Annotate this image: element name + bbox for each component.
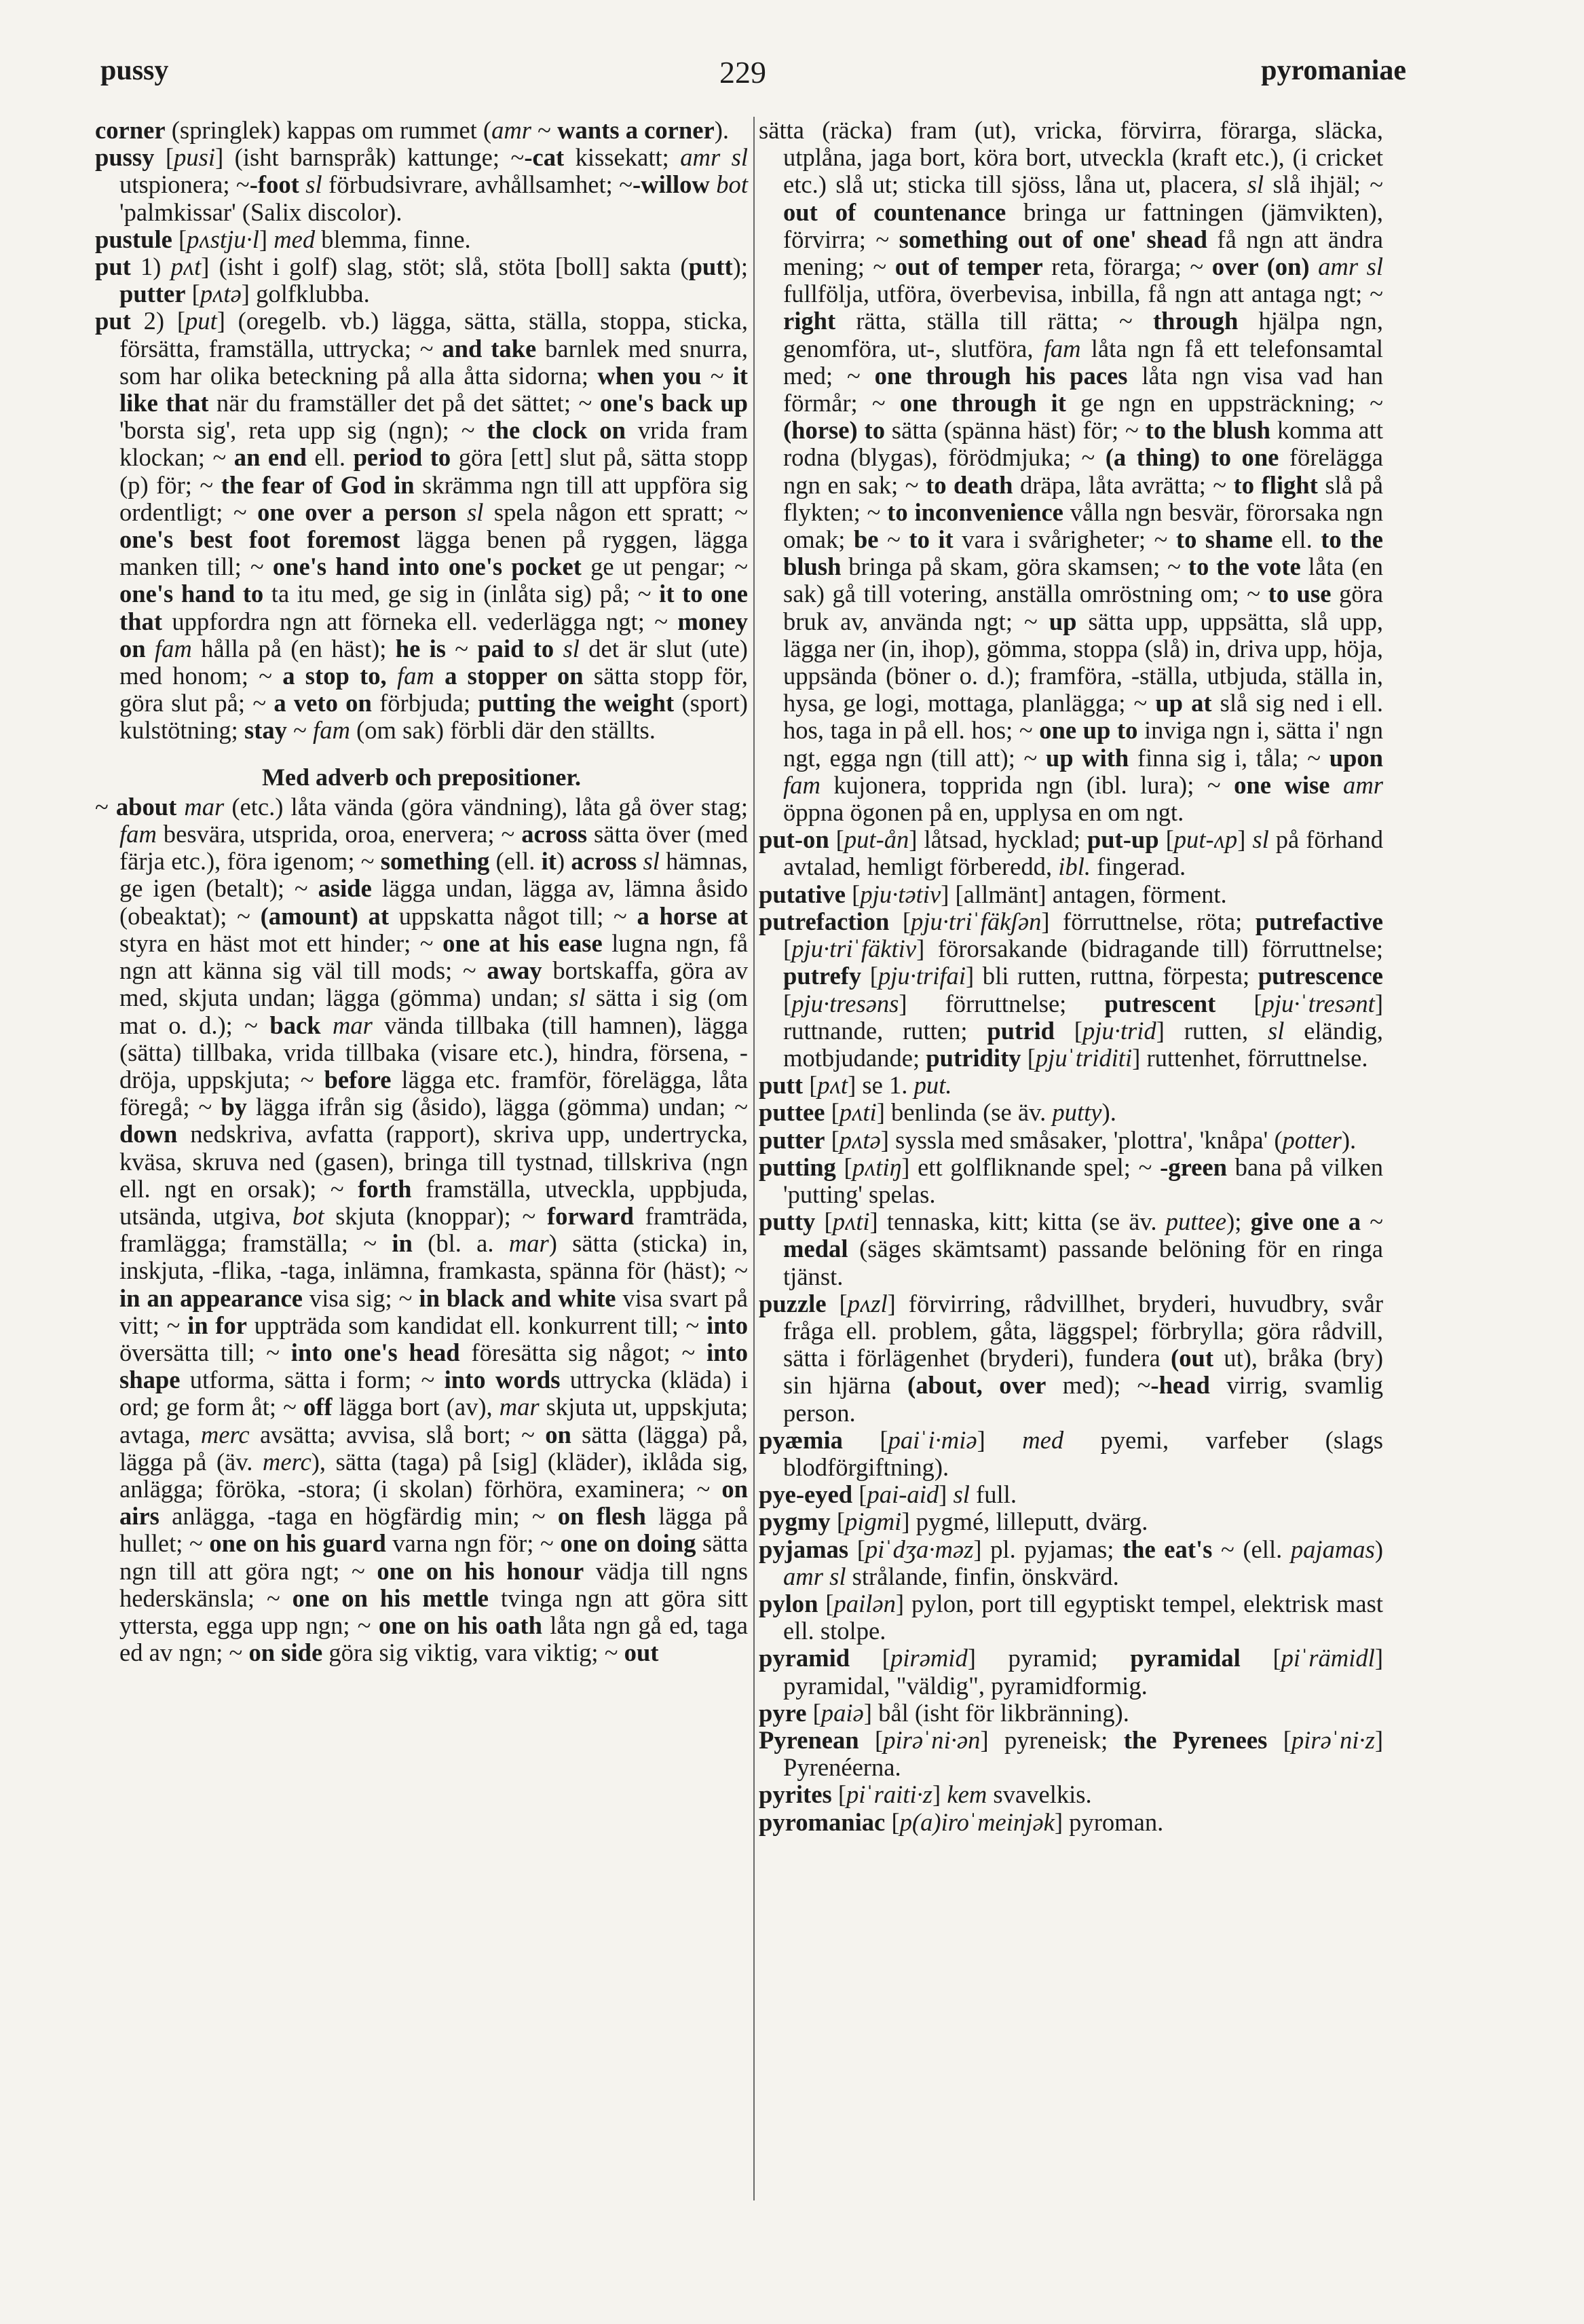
dictionary-entry: put 1) pʌt] (isht i golf) slag, stöt; slå, stöta [boll] sakta (putt); putter [pʌtə] golfklubba. — [95, 252, 748, 308]
running-head-left: pussy — [100, 55, 169, 86]
left-entries-continued — [95, 793, 748, 1667]
column-divider — [753, 117, 755, 2200]
dictionary-entry: pyjamas [piˈdʒa·məz] pl. pyjamas; the eat's ~ (ell. pajamas) amr sl strålande, finfin, önskvärd. — [759, 1535, 1383, 1590]
dictionary-entry: sätta (räcka) fram (ut), vricka, förvirra, förarga, släcka, utplåna, jaga bort, köra bort, utveckla (kraft etc.), (i cricket etc.) slå ut; sticka till sjöss, låna ut, placera, sl slå ihjäl; ~ out of countenance bringa ur fattningen (jämvikten), förvirra; ~ something out of one' shead få ngn att ändra mening; ~ out of temper reta, förarga; ~ over (on) amr sl fullfölja, utföra, överbevisa, inbilla, få ngn att antaga ngt; ~ right rätta, ställa till rätta; ~ through hjälpa ngn, genomföra, ut-, slutföra, fam låta ngn få ett telefonsamtal med; ~ one through his paces låta ngn visa vad han förmår; ~ one through it ge ngn en uppsträckning; ~ (horse) to sätta (spänna häst) för; ~ to the blush komma att rodna (blygas), förödmjuka; ~ (a thing) to one förelägga ngn en sak; ~ to death dräpa, låta avrätta; ~ to flight slå på flykten; ~ to inconvenience vålla ngn besvär, förorsaka ngn omak; be ~ to it vara i svårigheter; ~ to shame ell. to the blush bringa på skam, göra skamsen; ~ to the vote låta (en sak) gå till votering, anställa omröstning om; ~ to use göra bruk av, använda ngt; ~ up sätta upp, uppsätta, slå upp, lägga ner (in, ihop), gömma, stoppa (slå) in, driva upp, höja, uppsända (böner o. d.); framföra, -ställa, utbjuda, ställa in, hysa, ge logi, mottaga, planlägga; ~ up at slå sig ned i ell. hos, taga in på ell. hos; ~ one up to inviga ngn i, sätta i' ngn ngt, egga ngn (till att); ~ up with finna sig i, tåla; ~ upon fam kujonera, topprida ngn (ibl. lura); ~ one wise amr öppna ögonen på en, upplysa en om ngt. — [759, 116, 1384, 827]
dictionary-entry: putty [pʌti] tennaska, kitt; kitta (se äv. puttee); give one a ~ medal (säges skämtsamt) passande belöning för en ringa tjänst. — [759, 1207, 1383, 1290]
dictionary-entry: ~ about mar (etc.) låta vända (göra vändning), låta gå över stag; fam besvära, utsprida, oroa, enervera; ~ across sätta över (med färja etc.), föra igenom; ~ something (ell. it) across sl hämnas, ge igen (betalt); ~ aside lägga undan, lägga av, lämna åsido (obeaktat); ~ (amount) at uppskatta något till; ~ a horse at styra en häst mot ett hinder; ~ one at his ease lugna ngn, få ngn att känna sig väl till mods; ~ away bortskaffa, göra av med, skjuta undan; lägga (gömma) undan; sl sätta i sig (om mat o. d.); ~ back mar vända tillbaka (till hamnen), lägga (sätta) tillbaka, vrida tillbaka (visare etc.), hindra, försena, -dröja, uppskjuta; ~ before lägga etc. framför, förelägga, låta föregå; ~ by lägga ifrån sig (åsido), lägga (gömma) undan; ~ down nedskriva, avfatta (rapport), skriva upp, undertrycka, kväsa, skruva ned (gasen), bringa till tystnad, tillskriva (ngn ell. ngt en orsak); ~ forth framställa, utveckla, uppbjuda, utsända, utgiva, bot skjuta (knoppar); ~ forward framträda, framlägga; framställa; ~ in (bl. a. mar) sätta (sticka) in, inskjuta, -flika, -taga, inlämna, framkasta, spänna för (häst); ~ in an appearance visa sig; ~ in black and white visa svart på vitt; ~ in for uppträda som kandidat ell. konkurrent till; ~ into översätta till; ~ into one's head föresätta sig något; ~ into shape utforma, sätta i form; ~ into words uttrycka (kläda) i ord; ge form åt; ~ off lägga bort (av), mar skjuta ut, uppskjuta; avtaga, merc avsätta; avvisa, slå bort; ~ on sätta (lägga) på, lägga på (äv. merc), sätta (taga) på [sig] (kläder), iklåda sig, anlägga; föröka, -stora; (i skolan) förhöra, examinera; ~ on airs anlägga, -taga en högfärdig min; ~ on flesh lägga på hullet; ~ one on his guard varna ngn för; ~ one on doing sätta ngn till att göra ngt; ~ one on his honour vädja till ngns hederskänsla; ~ one on his mettle tvinga ngn att göra sitt yttersta, egga upp ngn; ~ one on his oath låta ngn gå ed, taga ed av ngn; ~ on side göra sig viktig, vara viktig; ~ out — [95, 792, 749, 1667]
page-number: 229 — [719, 55, 766, 90]
dictionary-entry: putrefaction [pju·triˈfäkʃən] förruttnelse, röta; putrefactive [pju·triˈfäktiv] förorsakande (bidragande till) förruttnelse; putrefy [pju·trifai] bli rutten, ruttna, förpesta; putrescence [pju·tresəns] förruttnelse; putrescent [pju·ˈtresənt] ruttnande, rutten; putrid [pju·trid] rutten, sl eländig, motbjudande; putridity [pjuˈtriditi] ruttenhet, förruttnelse. — [759, 907, 1384, 1072]
dictionary-entry: pussy [pusi] (isht barnspråk) kattunge; ~-cat kissekatt; amr sl utspionera; ~-foot sl förbudsivrare, avhållsamhet; ~-willow bot 'palmkissar' (Salix discolor). — [95, 143, 749, 226]
dictionary-entry: pustule [pʌstju·l] med blemma, finne. — [95, 225, 471, 253]
dictionary-entry: putting [pʌtiŋ] ett golfliknande spel; ~ -green bana på vilken 'putting' spelas. — [759, 1152, 1384, 1208]
dictionary-entry: pylon [pailən] pylon, port till egyptiskt tempel, elektrisk mast ell. stolpe. — [759, 1589, 1383, 1645]
dictionary-entry: corner (springlek) kappas om rummet (amr ~ wants a corner). — [95, 116, 730, 144]
right-column — [759, 117, 1383, 1836]
dictionary-entry: puzzle [pʌzl] förvirring, rådvillhet, bryderi, huvudbry, svår fråga ell. problem, gåta, läggspel; förbrylla; göra rådvill, sätta i förlägenhet (bryderi), fundera (out ut), bråka (bry) sin hjärna (about, over med); ~-head virrig, svamlig person. — [759, 1289, 1384, 1427]
dictionary-entry: pyrites [piˈraiti·z] kem svavelkis. — [759, 1780, 1092, 1809]
dictionary-entry: putt [pʌt] se 1. put. — [759, 1071, 952, 1100]
running-head-right: pyromaniae — [1261, 55, 1406, 86]
dictionary-entry: pyromaniac [p(a)iroˈmeinjək] pyroman. — [759, 1807, 1164, 1836]
dictionary-entry: Pyrenean [pirəˈni·ən] pyreneisk; the Pyrenees [pirəˈni·z] Pyrenéerna. — [759, 1725, 1383, 1782]
dictionary-entry: pyæmia [paiˈi·miə] med pyemi, varfeber (slags blodförgiftning). — [759, 1425, 1384, 1481]
right-entries — [759, 117, 1383, 1836]
dictionary-entry: putative [pju·tətiv] [allmänt] antagen, förment. — [759, 880, 1227, 908]
left-column — [95, 117, 748, 1666]
dictionary-entry: pye-eyed [pai-aid] sl full. — [759, 1480, 1017, 1509]
dictionary-entry: putter [pʌtə] syssla med småsaker, 'plottra', 'knåpa' (potter). — [759, 1125, 1357, 1154]
dictionary-entry: put 2) [put] (oregelb. vb.) lägga, sätta, ställa, stoppa, sticka, försätta, framställa, uttrycka; ~ and take barnlek med snurra, som har olika beteckning på alla åtta sidorna; when you ~ it like that när du framställer det på det sättet; ~ one's back up 'borsta sig', reta upp sig (ngn); ~ the clock on vrida fram klockan; ~ an end ell. period to göra [ett] slut på, sätta stopp (p) för; ~ the fear of God in skrämma ngn till att uppföra sig ordentligt; ~ one over a person sl spela någon ett spratt; ~ one's best foot foremost lägga benen på ryggen, lägga manken till; ~ one's hand into one's pocket ge ut pengar; ~ one's hand to ta itu med, ge sig in (inlåta sig) på; ~ it to one that uppfordra ngn att förneka ell. vederlägga ngt; ~ money on fam hålla på (en häst); he is ~ paid to sl det är slut (ute) med honom; ~ a stop to, fam a stopper on sätta stopp för, göra slut på; ~ a veto on förbjuda; putting the weight (sport) kulstötning; stay ~ fam (om sak) förbli där den ställts. — [95, 307, 749, 745]
dictionary-entry: puttee [pʌti] benlinda (se äv. putty). — [759, 1098, 1116, 1127]
dictionary-entry: pyre [paiə] bål (isht för likbränning). — [759, 1698, 1129, 1727]
dictionary-entry: pygmy [pigmi] pygmé, lilleputt, dvärg. — [759, 1507, 1148, 1536]
dictionary-entry: pyramid [pirəmid] pyramid; pyramidal [piˈrämidl] pyramidal, "väldig", pyramidformig. — [759, 1644, 1384, 1700]
dictionary-entry: put-on [put-ån] låtsad, hycklad; put-up [put-ʌp] sl på förhand avtalad, hemligt förberedd, ibl. fingerad. — [759, 825, 1383, 881]
section-subheading: Med adverb och prepositioner. — [261, 763, 581, 791]
left-entries — [95, 117, 748, 745]
